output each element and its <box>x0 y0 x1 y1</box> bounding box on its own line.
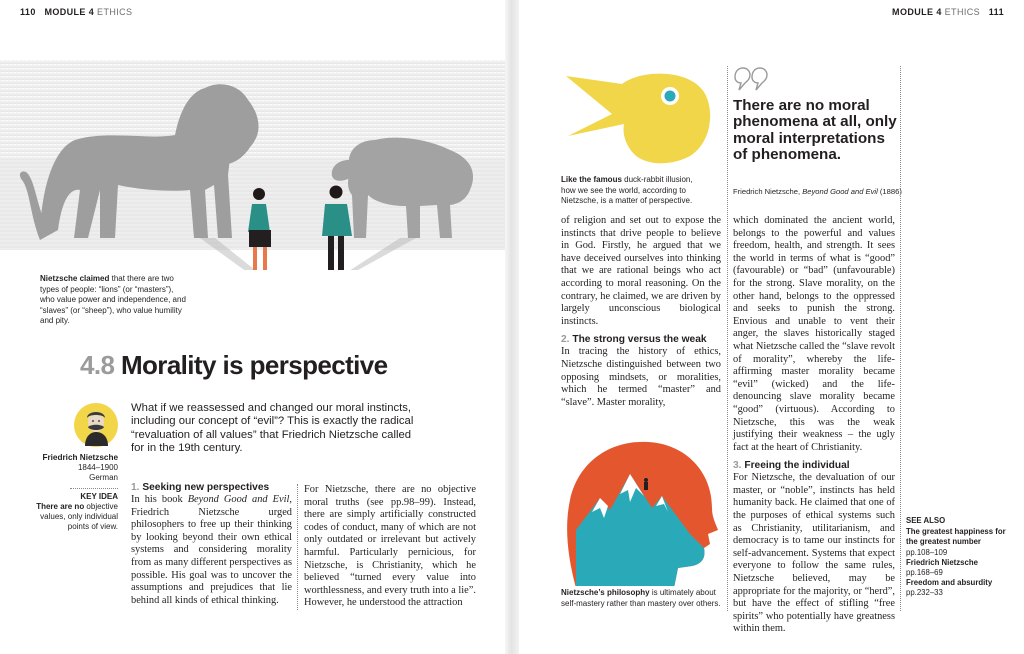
profile-dates: 1844–1900 <box>77 463 118 472</box>
caption-text: is ultimately about self-mastery rather than mastery over others. <box>561 588 721 608</box>
illustration-caption <box>40 274 190 327</box>
left-page-header <box>20 7 132 17</box>
column-divider <box>727 66 728 611</box>
column-4-text: which dominated the ancient world, belongs to the powerful and values freedom, health, and strength. It sees the world in terms of what is “good” (favourable) or “bad” (unfavourable) for the strong. Slave morality, on the other hand, belongs to the oppressed and seeks to punish the strong. Envious and unable to vent their anger, the slaves historically staged what Nietzsche called the “slave revolt of morality”, whereby the life-affirming master morality became “evil” (wicked) and the life-denouncing slave morality became “good” (virtuous). According to Nietzsche, this was the weak justifying their weakness – the ugly fact at the heart of Christianity. <box>733 215 895 453</box>
see-also-title: Friedrich Nietzsche <box>906 557 978 567</box>
duck-caption <box>561 175 706 207</box>
caption-lead: Nietzsche claimed <box>40 274 110 283</box>
chapter-intro: What if we reassessed and changed our moral instincts, including our concept of “evil”? This is exactly the radical “revaluation of all values” that Friedrich Nietzsche called for in the 19th century. <box>131 402 414 455</box>
column-3-text: of religion and set out to expose the instincts that drive people to believe in God. Firstly, he argued that we have deceived ourselves into thinking that we are rational beings who act according to moral reasoning. On the contrary, he claimed, we are driven by largely unconscious biological instincts. <box>561 215 721 327</box>
section-body: For Nietzsche, the devaluation of our master, or “noble”, instincts has held humanity back. He claimed that one of the purposes of ethical systems such as Christianity, utilitarianism, and democracy is to tame our instincts for self-advancement. Systems that expect everyone to follow the same rules, Nietzsche believed, may be appropriate for the majority, or “herd”, but have the effect of stifling “free spirits” who potentially have greatness within them. <box>733 472 895 635</box>
quote-book: Beyond Good and Evil <box>802 187 878 196</box>
section-label: ETHICS <box>97 7 133 17</box>
section-number: 3. <box>733 460 742 472</box>
caption-text: duck-rabbit illusion, how we see the world, according to Nietzsche, is a matter of perspective. <box>561 175 693 206</box>
mountain-head-illustration <box>556 438 721 586</box>
section-title: The strong versus the weak <box>572 334 707 346</box>
module-label: MODULE 4 <box>892 7 942 17</box>
quote-source <box>733 187 903 197</box>
quotation-marks-icon <box>733 66 769 92</box>
see-also-item[interactable] <box>906 578 1018 598</box>
column-2: For Nietzsche, there are no objective moral truths (see pp.98–99). Instead, there are simply artificially constructed codes of conduct, many of which are not only outdated or irrelevant but actively harmful. Particularly pernicious, for Nietzsche, is Christianity, which he believed “turned every value into worthlessness, and every truth into a lie”. However, he understood the attraction <box>304 484 476 609</box>
section-title: Freeing the individual <box>744 460 850 472</box>
chapter-title-text: Morality is perspective <box>120 350 388 380</box>
column-divider <box>900 66 901 611</box>
section-body <box>131 494 292 607</box>
section-body: In tracing the history of ethics, Nietzsche distinguished between two opposing mindsets, or moralities, which he termed “master” and “slave”. Master morality, <box>561 346 721 408</box>
page-gutter <box>505 0 519 654</box>
see-also-pages: pp.232–33 <box>906 588 943 598</box>
section-title: Seeking new perspectives <box>142 482 270 493</box>
quote-year: (1886) <box>877 187 902 196</box>
key-idea-body: objective values, only individual points of view. <box>40 502 118 531</box>
body-text: In his book <box>131 494 188 505</box>
section-heading <box>561 334 721 345</box>
page-number: 110 <box>20 7 36 17</box>
key-idea-text <box>30 502 118 532</box>
section-number: 1. <box>131 482 140 493</box>
profile-nationality: German <box>89 473 118 482</box>
chapter-number: 4.8 <box>80 350 115 380</box>
see-also-item[interactable] <box>906 527 1018 558</box>
column-3 <box>561 215 721 409</box>
right-page-header <box>892 7 1004 17</box>
key-idea-label: KEY IDEA <box>80 492 118 501</box>
section-heading <box>131 482 292 493</box>
caption-lead: Nietzsche’s philosophy <box>561 588 650 597</box>
chapter-title <box>80 350 388 381</box>
profile-sidebar <box>30 453 118 532</box>
nietzsche-portrait <box>73 402 119 448</box>
section-label: ETHICS <box>944 7 981 17</box>
profile-name: Friedrich Nietzsche <box>42 453 118 462</box>
quote-author: Friedrich Nietzsche, <box>733 187 803 196</box>
page-number: 111 <box>988 7 1004 17</box>
body-text: , Friedrich Nietzsche urged philosophers to free up their thinking by looking beyond their own ethical systems and considering morality from as many different perspectives as possible. His goal was to uncover the assumptions and prejudices that lie behind all kinds of ethical thinking. <box>131 494 293 606</box>
see-also-title: The greatest happiness for the greatest number <box>906 527 1006 547</box>
see-also-pages: pp.168–69 <box>906 568 943 578</box>
climber-figure <box>644 482 648 490</box>
see-also-item[interactable] <box>906 558 1018 578</box>
see-also-title: Freedom and absurdity <box>906 578 993 588</box>
section-heading <box>733 460 895 471</box>
see-also-pages: pp.108–109 <box>906 547 948 557</box>
mountain-caption <box>561 588 721 609</box>
pull-quote: There are no moral phenomena at all, only moral interpretations of phenomena. <box>733 97 897 164</box>
caption-lead: Like the famous <box>561 175 622 184</box>
book-title: Beyond Good and Evil <box>187 494 290 505</box>
lion-sheep-illustration <box>0 40 505 270</box>
module-label: MODULE 4 <box>44 7 95 17</box>
column-divider <box>297 484 298 610</box>
key-idea-lead: There are no <box>36 502 85 511</box>
duck-rabbit-illustration <box>560 62 720 172</box>
section-number: 2. <box>561 334 570 346</box>
caption-text: that there are two types of people: “lions” (or “masters”), who value power and independence, and “slaves” (or “sheep”), who value humility and pity. <box>40 274 186 326</box>
see-also-heading: SEE ALSO <box>906 516 946 525</box>
see-also-box <box>906 516 1018 599</box>
column-1 <box>131 482 292 607</box>
column-4 <box>733 215 895 636</box>
